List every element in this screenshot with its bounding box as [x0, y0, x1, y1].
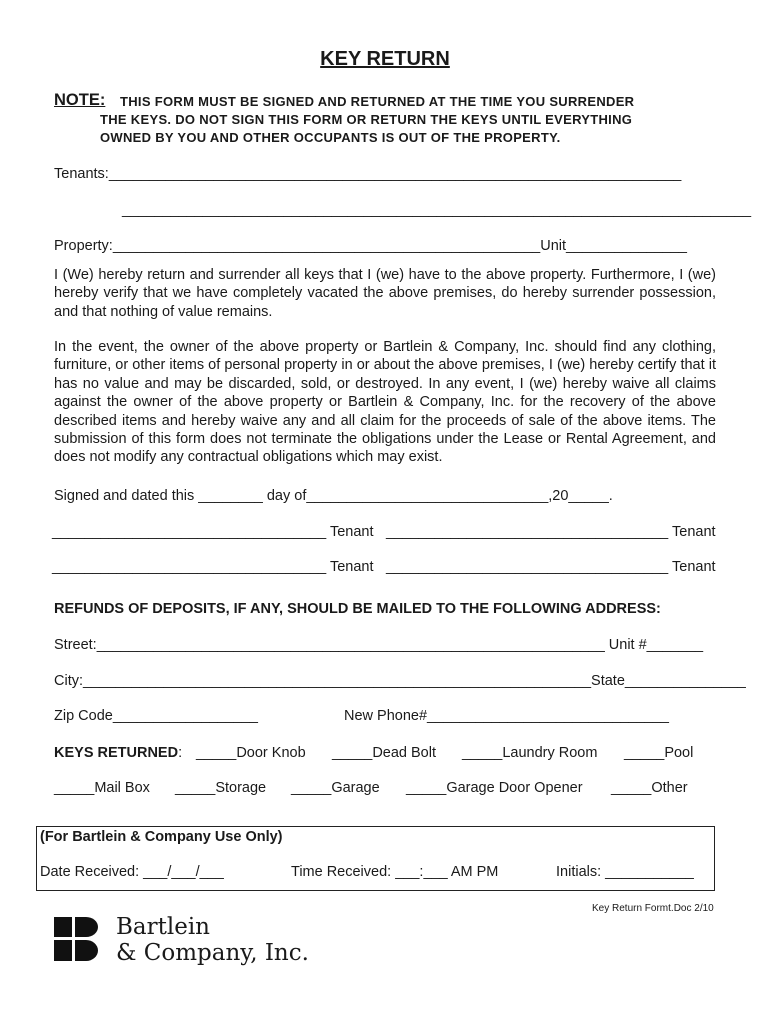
tenants-field-2[interactable]: ______________________________________________________________________________ [122, 202, 752, 218]
key-garage-door-opener[interactable]: _____Garage Door Opener [406, 780, 583, 796]
city-state-field[interactable]: City:_______________________________________________________________State_______________ [54, 673, 746, 689]
key-other[interactable]: _____Other [611, 780, 688, 796]
date-received-field[interactable]: Date Received: ___/___/___ [40, 864, 224, 880]
tenant-signature-1[interactable]: __________________________________ Tenant [52, 524, 374, 540]
note-line-2: THE KEYS. DO NOT SIGN THIS FORM OR RETURN THE KEYS UNTIL EVERYTHING [100, 112, 633, 127]
form-title: KEY RETURN [320, 48, 450, 70]
office-use-heading: (For Bartlein & Company Use Only) [40, 829, 283, 845]
tenant-signature-3[interactable]: __________________________________ Tenant [52, 559, 374, 575]
company-name-line1: Bartlein [116, 914, 210, 940]
initials-field[interactable]: Initials: ___________ [556, 864, 694, 880]
key-garage[interactable]: _____Garage [291, 780, 380, 796]
tenants-field[interactable]: Tenants:_______________________________________________________________________ [54, 166, 682, 182]
key-mail-box[interactable]: _____Mail Box [54, 780, 150, 796]
key-pool[interactable]: _____Pool [624, 745, 694, 761]
keys-returned-label [54, 745, 182, 761]
time-received-field[interactable]: Time Received: ___:___ AM PM [291, 864, 499, 880]
surrender-paragraph: I (We) hereby return and surrender all keys that I (we) have to the above property. Furthermore, I (we) hereby verify that we have completely vacated the above premises, do hereby surrender possession, and that nothing of value remains. [54, 267, 716, 320]
new-phone-field[interactable]: New Phone#______________________________ [344, 708, 669, 724]
note-line-3: OWNED BY YOU AND OTHER OCCUPANTS IS OUT OF THE PROPERTY. [100, 130, 561, 145]
signed-dated-field[interactable]: Signed and dated this ________ day of______________________________,20_____. [54, 488, 613, 504]
property-field[interactable]: Property:_____________________________________________________Unit_______________ [54, 238, 687, 254]
key-dead-bolt[interactable]: _____Dead Bolt [332, 745, 436, 761]
keys-returned-title: KEYS RETURNED [54, 745, 179, 761]
key-storage[interactable]: _____Storage [175, 780, 267, 796]
refunds-heading: REFUNDS OF DEPOSITS, IF ANY, SHOULD BE MAILED TO THE FOLLOWING ADDRESS: [54, 601, 661, 617]
tenant-signature-4[interactable]: ___________________________________ Tenant [386, 559, 716, 575]
company-logo-icon [54, 917, 98, 961]
note-label: NOTE: [54, 91, 106, 109]
note-line-1: THIS FORM MUST BE SIGNED AND RETURNED AT THE TIME YOU SURRENDER [120, 94, 635, 109]
abandoned-property-paragraph: In the event, the owner of the above property or Bartlein & Company, Inc. should find any clothing, furniture, or other items of personal property in or about the above premises, I (we) hereby certify that it has no value and may be discarded, sold, or destroyed. In any event, I (we) hereby waive all claims against the owner of the above property or Bartlein & Company, Inc. for the recovery of the above described items and hereby waive any and all claim for the proceeds of sale of the above items. The submission of this form does not terminate the obligations under the Lease or Rental Agreement, and does not modify any contractual obligations which may exist. [54, 339, 716, 466]
zip-code-field[interactable]: Zip Code__________________ [54, 708, 258, 724]
street-field[interactable]: Street:_______________________________________________________________ Unit #_______ [54, 637, 704, 653]
tenant-signature-2[interactable]: ___________________________________ Tenant [386, 524, 716, 540]
key-laundry-room[interactable]: _____Laundry Room [462, 745, 598, 761]
keys-returned-colon: : [178, 745, 183, 761]
key-door-knob[interactable]: _____Door Knob [196, 745, 306, 761]
doc-reference: Key Return Formt.Doc 2/10 [592, 903, 714, 914]
company-name-line2: & Company, Inc. [116, 940, 309, 966]
